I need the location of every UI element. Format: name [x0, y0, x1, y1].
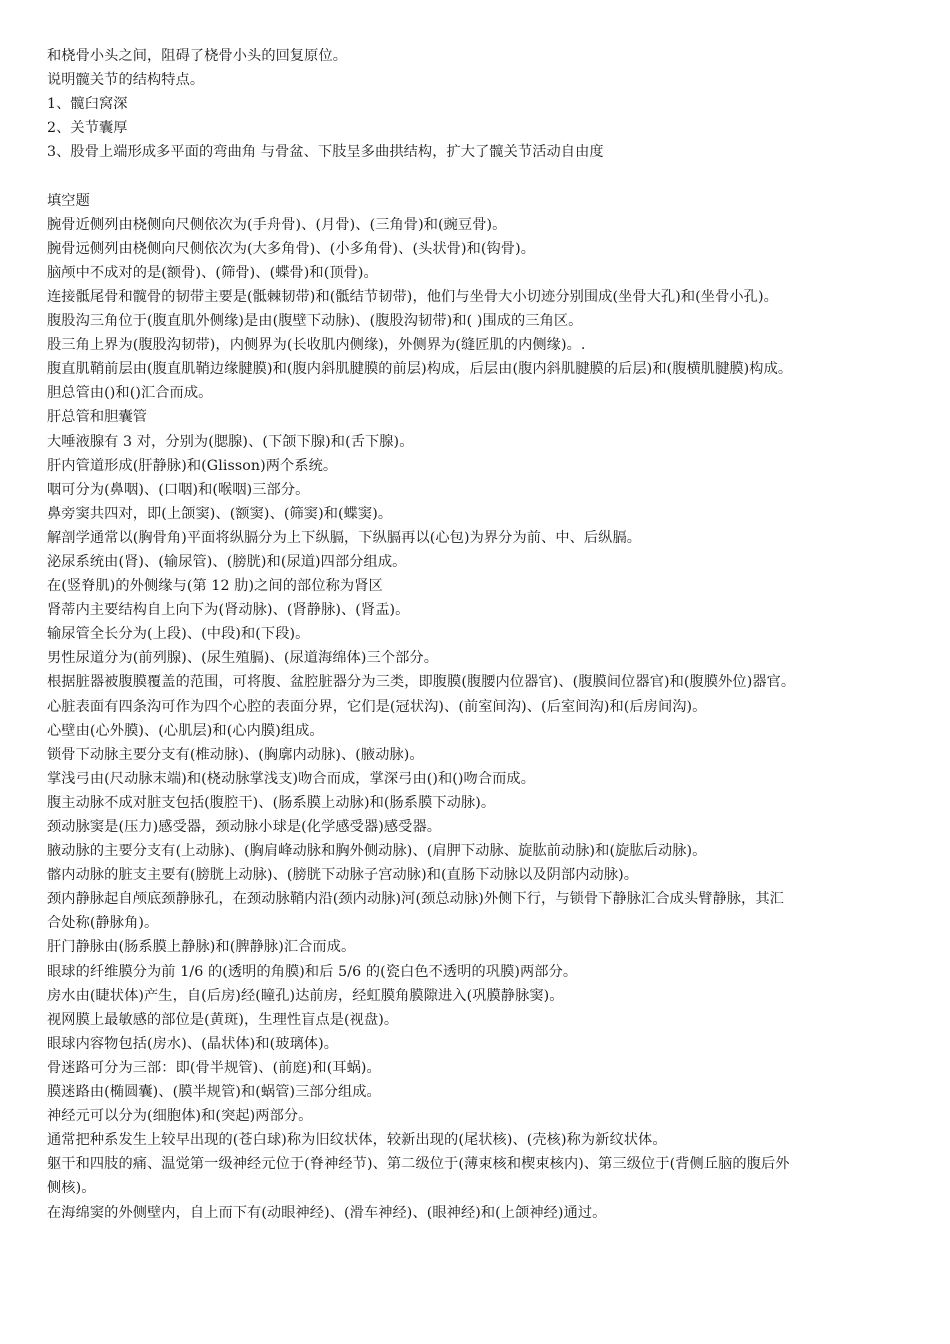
blank-line: [47, 164, 909, 188]
fill-line: 在(竖脊肌)的外侧缘与(第 12 肋)之间的部位称为肾区: [47, 578, 383, 595]
fill-line: 大唾液腺有 3 对，分别为(腮腺)、(下颌下腺)和(舌下腺)。: [47, 433, 414, 450]
fill-line: 房水由(睫状体)产生，自(后房)经(瞳孔)达前房，经虹膜角膜隙进入(巩膜静脉窦)。: [47, 987, 564, 1004]
fill-line: 肝门静脉由(肠系膜上静脉)和(脾静脉)汇合而成。: [47, 939, 356, 956]
intro-line: 2、关节囊厚: [47, 120, 128, 137]
fill-line: 腕骨远侧列由桡侧向尺侧依次为(大多角骨)、(小多角骨)、(头状骨)和(钩骨)。: [47, 240, 535, 257]
fill-line: 心壁由(心外膜)、(心肌层)和(心内膜)组成。: [47, 722, 324, 739]
fill-line: 躯干和四肢的痛、温觉第一级神经元位于(脊神经节)、第二级位于(薄束核和楔束核内)、第三级位于(背侧丘脑的腹后外: [47, 1156, 790, 1173]
fill-line: 眼球的纤维膜分为前 1/6 的(透明的角膜)和后 5/6 的(瓷白色不透明的巩膜)两部分。: [47, 963, 578, 980]
fill-line: 输尿管全长分为(上段)、(中段)和(下段)。: [47, 626, 310, 643]
intro-line: 说明髋关节的结构特点。: [47, 72, 205, 89]
fill-line: 胆总管由()和()汇合而成。: [47, 385, 213, 402]
fill-line: 合处称(静脉角)。: [47, 915, 159, 932]
fill-line: 鼻旁窦共四对，即(上颌窦)、(额窦)、(筛窦)和(蝶窦)。: [47, 505, 393, 522]
fill-line: 膜迷路由(椭圆囊)、(膜半规管)和(蜗管)三部分组成。: [47, 1084, 381, 1101]
fill-line: 骨迷路可分为三部：即(骨半规管)、(前庭)和(耳蜗)。: [47, 1059, 381, 1076]
fill-line: 锁骨下动脉主要分支有(椎动脉)、(胸廓内动脉)、(腋动脉)。: [47, 746, 424, 763]
fill-line: 肝总管和胆囊管: [47, 409, 148, 426]
fill-line: 腹直肌鞘前层由(腹直肌鞘边缘腱膜)和(腹内斜肌腱膜的前层)构成，后层由(腹内斜肌腱膜的后层)和(腹横肌腱膜)构成。: [47, 361, 793, 378]
fill-line: 男性尿道分为(前列腺)、(尿生殖膈)、(尿道海绵体)三个部分。: [47, 650, 438, 667]
fill-line: 泌尿系统由(肾)、(输尿管)、(膀胱)和(尿道)四部分组成。: [47, 553, 407, 570]
fill-line: 咽可分为(鼻咽)、(口咽)和(喉咽)三部分。: [47, 481, 310, 498]
fill-line: 视网膜上最敏感的部位是(黄斑)，生理性盲点是(视盘)。: [47, 1011, 399, 1028]
fill-line: 在海绵窦的外侧壁内，自上而下有(动眼神经)、(滑车神经)、(眼神经)和(上颌神经)通过。: [47, 1204, 607, 1221]
fill-line: 掌浅弓由(尺动脉末端)和(桡动脉掌浅支)吻合而成，掌深弓由()和()吻合而成。: [47, 770, 535, 787]
fill-line: 股三角上界为(腹股沟韧带)，内侧界为(长收肌内侧缘)，外侧界为(缝匠肌的内侧缘)。.: [47, 337, 586, 354]
fill-line: 脑颅中不成对的是(额骨)、(筛骨)、(蝶骨)和(顶骨)。: [47, 264, 378, 281]
fill-line: 侧核)。: [47, 1180, 96, 1197]
fill-line: 心脏表面有四条沟可作为四个心腔的表面分界，它们是(冠状沟)、(前室间沟)、(后室间沟)和(后房间沟)。: [47, 698, 707, 715]
fill-in-list: [47, 213, 909, 1225]
fill-line: 神经元可以分为(细胞体)和(突起)两部分。: [47, 1108, 313, 1125]
fill-line: 腕骨近侧列由桡侧向尺侧依次为(手舟骨)、(月骨)、(三角骨)和(豌豆骨)。: [47, 216, 507, 233]
intro-line: 3、股骨上端形成多平面的弯曲角 与骨盆、下肢呈多曲拱结构，扩大了髋关节活动自由度: [47, 144, 604, 161]
fill-line: 肾蒂内主要结构自上向下为(肾动脉)、(肾静脉)、(肾盂)。: [47, 602, 410, 619]
fill-line: 髂内动脉的脏支主要有(膀胱上动脉)、(膀胱下动脉子宫动脉)和(直肠下动脉以及阴部内动脉)。: [47, 867, 639, 884]
fill-line: 通常把种系发生上较早出现的(苍白球)称为旧纹状体，较新出现的(尾状核)、(壳核)称为新纹状体。: [47, 1132, 667, 1149]
fill-line: 颈动脉窦是(压力)感受器，颈动脉小球是(化学感受器)感受器。: [47, 819, 442, 835]
intro-line: 和桡骨小头之间，阻碍了桡骨小头的回复原位。: [47, 48, 348, 64]
fill-line: 颈内静脉起自颅底颈静脉孔，在颈动脉鞘内沿(颈内动脉)河(颈总动脉)外侧下行，与锁骨下静脉汇合成头臂静脉，其汇: [47, 891, 784, 908]
fill-line: 腹主动脉不成对脏支包括(腹腔干)、(肠系膜上动脉)和(肠系膜下动脉)。: [47, 794, 496, 811]
fill-line: 腹股沟三角位于(腹直肌外侧缘)是由(腹壁下动脉)、(腹股沟韧带)和( )围成的三角区。: [47, 313, 583, 330]
section-title: 填空题: [47, 192, 90, 209]
fill-line: 根据脏器被腹膜覆盖的范围，可将腹、盆腔脏器分为三类，即腹膜(腹腰内位器官)、(腹膜间位器官)和(腹膜外位)器官。: [47, 674, 796, 691]
fill-line: 解剖学通常以(胸骨角)平面将纵膈分为上下纵膈，下纵膈再以(心包)为界分为前、中、后纵膈。: [47, 529, 642, 546]
fill-line: 肝内管道形成(肝静脉)和(Glisson)两个系统。: [47, 457, 338, 474]
fill-line: 腋动脉的主要分支有(上动脉)、(胸肩峰动脉和胸外侧动脉)、(肩胛下动脉、旋肱前动脉)和(旋肱后动脉)。: [47, 843, 707, 860]
document-page: [47, 44, 909, 1225]
intro-line: 1、髋臼窝深: [47, 96, 128, 113]
fill-line: 连接骶尾骨和髋骨的韧带主要是(骶棘韧带)和(骶结节韧带)，他们与坐骨大小切迹分别围成(坐骨大孔)和(坐骨小孔)。: [47, 288, 778, 305]
fill-line: 眼球内容物包括(房水)、(晶状体)和(玻璃体)。: [47, 1035, 338, 1052]
